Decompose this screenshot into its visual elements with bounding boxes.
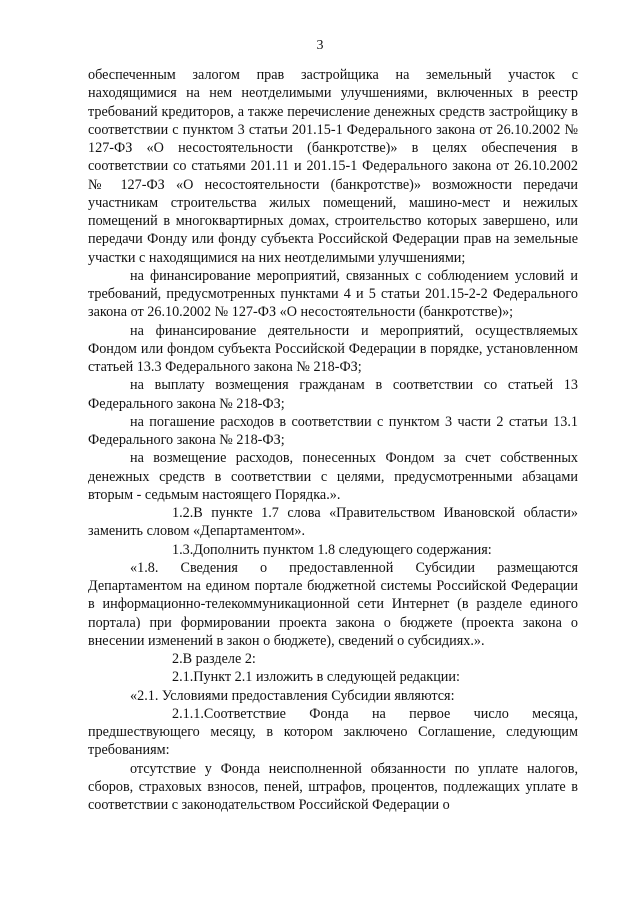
paragraph-text: «2.1. Условиями предоставления Субсидии являются: [130, 687, 455, 704]
paragraph-text: обеспеченным залогом прав застройщика на земельный участок с находящимися на нем неотделимыми улучшениями, включенных в реестр требований кредиторов, а также перечисление денежных средств застройщику в соответствии с пунктом 3 статьи 201.15-1 Федерального закона от 26.10.2002 № 127-ФЗ «О несостоятельности (банкротстве)» в целях обеспечения в соответствии со статьями 201.11 и 201.15-1 Федерального закона от 26.10.2002 № 127-ФЗ «О несостоятельности (банкротстве)» возможности передачи участникам строительства жилых помещений, машино-мест и нежилых помещений в многоквартирных домах, строительство которых завершено, или передачи Фонду или фонду субъекта Российской Федерации прав на земельные участки с находящимися на них неотделимыми улучшениями; [88, 67, 578, 266]
paragraph [88, 322, 578, 377]
page-number: 3 [316, 38, 324, 53]
paragraph [88, 559, 578, 650]
paragraph-text: «1.8. Сведения о предоставленной Субсидии размещаются Департаментом на едином портале бюджетной системы Российской Федерации в информационно-телекоммуникационной сети Интернет (в разделе единого портала) при формировании проекта закона о бюджете (проекта закона о внесении изменений в закон о бюджете), сведений о субсидиях.». [88, 559, 578, 649]
paragraph-text: В пункте 1.7 слова «Правительством Ивановской области» заменить словом «Департаментом». [88, 505, 578, 540]
clause-number: 2.1. [172, 669, 194, 686]
paragraph [88, 413, 578, 450]
clause-number: 2.1.1. [172, 705, 204, 722]
paragraph [88, 504, 578, 541]
paragraph [88, 376, 578, 413]
paragraph [88, 668, 578, 686]
clause-number: 1.2. [172, 505, 194, 521]
paragraph-text: В разделе 2: [182, 651, 256, 667]
clause-number: 2. [172, 651, 183, 667]
paragraph [88, 705, 578, 760]
paragraph-text: на возмещение расходов, понесенных Фондом за счет собственных денежных средств в соответствии с целями, предусмотренными абзацами вторым - седьмым настоящего Порядка.». [88, 450, 578, 503]
paragraph-text: на выплату возмещения гражданам в соответствии со статьей 13 Федерального закона № 218-ФЗ; [88, 377, 578, 412]
paragraph-text: на финансирование мероприятий, связанных с соблюдением условий и требований, предусмотренных пунктами 4 и 5 статьи 201.15-2-2 Федерального закона от 26.10.2002 № 127-ФЗ «О несостоятельности (банкротстве)»; [88, 267, 578, 321]
paragraph [88, 449, 578, 504]
paragraph [88, 650, 578, 668]
paragraph-text: на погашение расходов в соответствии с пунктом 3 части 2 статьи 13.1 Федерального закона № 218-ФЗ; [88, 413, 578, 448]
paragraph-text: отсутствие у Фонда неисполненной обязанности по уплате налогов, сборов, страховых взносов, пеней, штрафов, процентов, подлежащих уплате в соответствии с законодательством Российской Федерации о [88, 760, 578, 813]
paragraph [88, 66, 578, 267]
paragraph-text: на финансирование деятельности и мероприятий, осуществляемых Фондом или фондом субъекта Российской Федерации в порядке, установленном статьей 13.3 Федерального закона № 218-ФЗ; [88, 322, 578, 375]
paragraph [88, 267, 578, 322]
paragraph-text: Дополнить пунктом 1.8 следующего содержания: [193, 541, 492, 558]
document-body [88, 66, 578, 814]
paragraph [88, 541, 578, 559]
paragraph [88, 687, 578, 705]
paragraph-text: Соответствие Фонда на первое число месяца, предшествующего месяцу, в котором заключено Соглашение, следующим требованиям: [88, 705, 578, 759]
paragraph [88, 760, 578, 815]
clause-number: 1.3. [172, 541, 194, 558]
paragraph-text: Пункт 2.1 изложить в следующей редакции: [193, 669, 460, 686]
